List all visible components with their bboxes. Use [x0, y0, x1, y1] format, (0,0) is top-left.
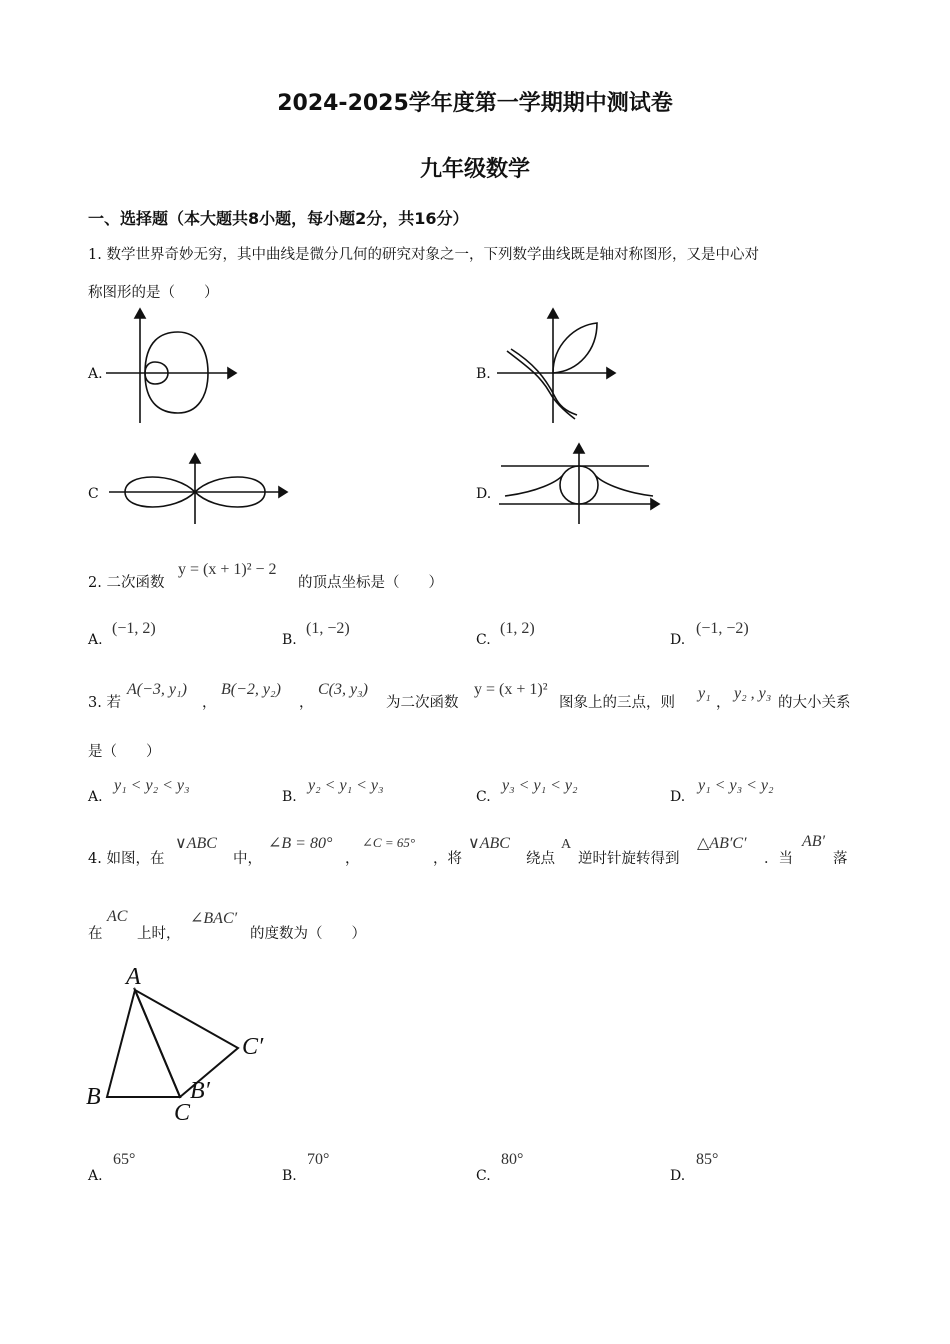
- q4-option-b-label: B.: [282, 1168, 297, 1184]
- q4-text3: ，将: [433, 851, 462, 867]
- q1-label-c: C: [88, 486, 99, 502]
- exam-subtitle: 九年级数学: [419, 157, 530, 182]
- q4-figure-label-b-prime: B′: [190, 1078, 210, 1104]
- q2-option-b-value: (1, −2): [306, 620, 350, 637]
- exam-title: 2024-2025学年度第一学期期中测试卷: [277, 91, 673, 116]
- q3-y1: y₁: [698, 685, 711, 702]
- q4-angle-b: ∠B = 80°: [268, 835, 333, 852]
- q2-option-c-value: (1, 2): [500, 620, 535, 637]
- q1-figure-b: [495, 305, 625, 430]
- q1-label-b: B.: [476, 366, 491, 382]
- q3-point-b: B(−2, y₂): [221, 681, 281, 698]
- q3-y2-y3: y₂ , y₃: [734, 685, 772, 702]
- q4-point-a: A: [561, 837, 572, 852]
- q4-segment-ac: AC: [107, 908, 128, 925]
- q4-option-a-label: A.: [88, 1168, 103, 1184]
- q4-option-c-value: 80°: [501, 1151, 524, 1168]
- q3-option-b-label: B.: [282, 789, 297, 805]
- q4-triangle-abc-prime: △AB′C′: [697, 835, 747, 852]
- q3-option-a-label: A.: [88, 789, 103, 805]
- q3-point-c: C(3, y₃): [318, 681, 368, 698]
- q1-figure-d: [497, 440, 667, 530]
- q4-figure-label-b: B: [86, 1084, 101, 1110]
- q1-label-a: A.: [88, 366, 103, 382]
- q1-figure-c: [105, 450, 295, 530]
- q3-option-b-value: y₂ < y₁ < y₃: [308, 777, 384, 794]
- q4-option-c-label: C.: [476, 1168, 491, 1184]
- q4-text4: 绕点: [526, 851, 555, 867]
- q4-text6: ．当: [764, 851, 793, 867]
- q4-line2-b: 上时，: [137, 926, 181, 942]
- q4-option-b-value: 70°: [307, 1151, 330, 1168]
- q4-angle-c: ∠C = 65°: [362, 835, 416, 850]
- q4-text5: 逆时针旋转得到: [578, 851, 680, 867]
- q2-option-c-label: C.: [476, 632, 491, 648]
- q3-formula: y = (x + 1)²: [474, 681, 548, 698]
- q3-tail2: 的大小关系: [778, 695, 851, 711]
- q3-sep1: ，: [202, 695, 217, 711]
- q2-option-d-label: D.: [670, 632, 686, 648]
- q3-option-d-label: D.: [670, 789, 686, 805]
- q3-option-c-label: C.: [476, 789, 491, 805]
- q4-triangle-abc: ∨ABC: [175, 835, 217, 852]
- q1-line2: 称图形的是（ ）: [88, 285, 219, 301]
- q4-text1: 中，: [233, 851, 262, 867]
- q4-segment-ab-prime: AB′: [802, 833, 826, 850]
- q3-line2: 是（ ）: [88, 744, 161, 760]
- q3-sep3: ，: [716, 695, 731, 711]
- q4-angle-bac-prime: ∠BAC′: [190, 910, 238, 927]
- q4-option-a-value: 65°: [113, 1151, 136, 1168]
- q2-suffix: 的顶点坐标是（ ）: [298, 575, 443, 591]
- section-heading: 一、选择题（本大题共8小题，每小题2分，共16分）: [88, 209, 469, 228]
- q3-point-a: A(−3, y₁): [127, 681, 187, 698]
- q4-line2-c: 的度数为（ ）: [250, 926, 366, 942]
- q4-figure-label-c-prime: C′: [242, 1034, 264, 1060]
- q4-prefix: 4. 如图，在: [88, 851, 165, 867]
- q4-text2: ，: [345, 851, 360, 867]
- q4-option-d-value: 85°: [696, 1151, 719, 1168]
- q2-option-b-label: B.: [282, 632, 297, 648]
- q3-option-c-value: y₃ < y₁ < y₂: [502, 777, 578, 794]
- q3-option-d-value: y₁ < y₃ < y₂: [698, 777, 774, 794]
- q1-label-d: D.: [476, 486, 492, 502]
- q4-option-d-label: D.: [670, 1168, 686, 1184]
- q2-prefix: 2. 二次函数: [88, 575, 165, 591]
- q4-text7: 落: [833, 851, 848, 867]
- q3-tail1: 图象上的三点，则: [559, 695, 675, 711]
- q3-sep2: ，: [299, 695, 314, 711]
- q3-option-a-value: y₁ < y₂ < y₃: [114, 777, 190, 794]
- q4-triangle-abc-2: ∨ABC: [468, 835, 510, 852]
- q2-formula: y = (x + 1)² − 2: [178, 561, 277, 578]
- q3-mid: 为二次函数: [386, 695, 459, 711]
- q1-figure-a: [100, 305, 250, 430]
- q4-figure-label-a: A: [126, 964, 141, 990]
- q2-option-a-label: A.: [88, 632, 103, 648]
- q2-option-a-value: (−1, 2): [112, 620, 156, 637]
- q3-prefix: 3. 若: [88, 695, 121, 711]
- q1-line1: 1. 数学世界奇妙无穷，其中曲线是微分几何的研究对象之一，下列数学曲线既是轴对称图形，又是中心对: [88, 247, 759, 263]
- q4-figure-label-c: C: [174, 1100, 191, 1126]
- q4-line2-a: 在: [88, 926, 103, 942]
- q2-option-d-value: (−1, −2): [696, 620, 749, 637]
